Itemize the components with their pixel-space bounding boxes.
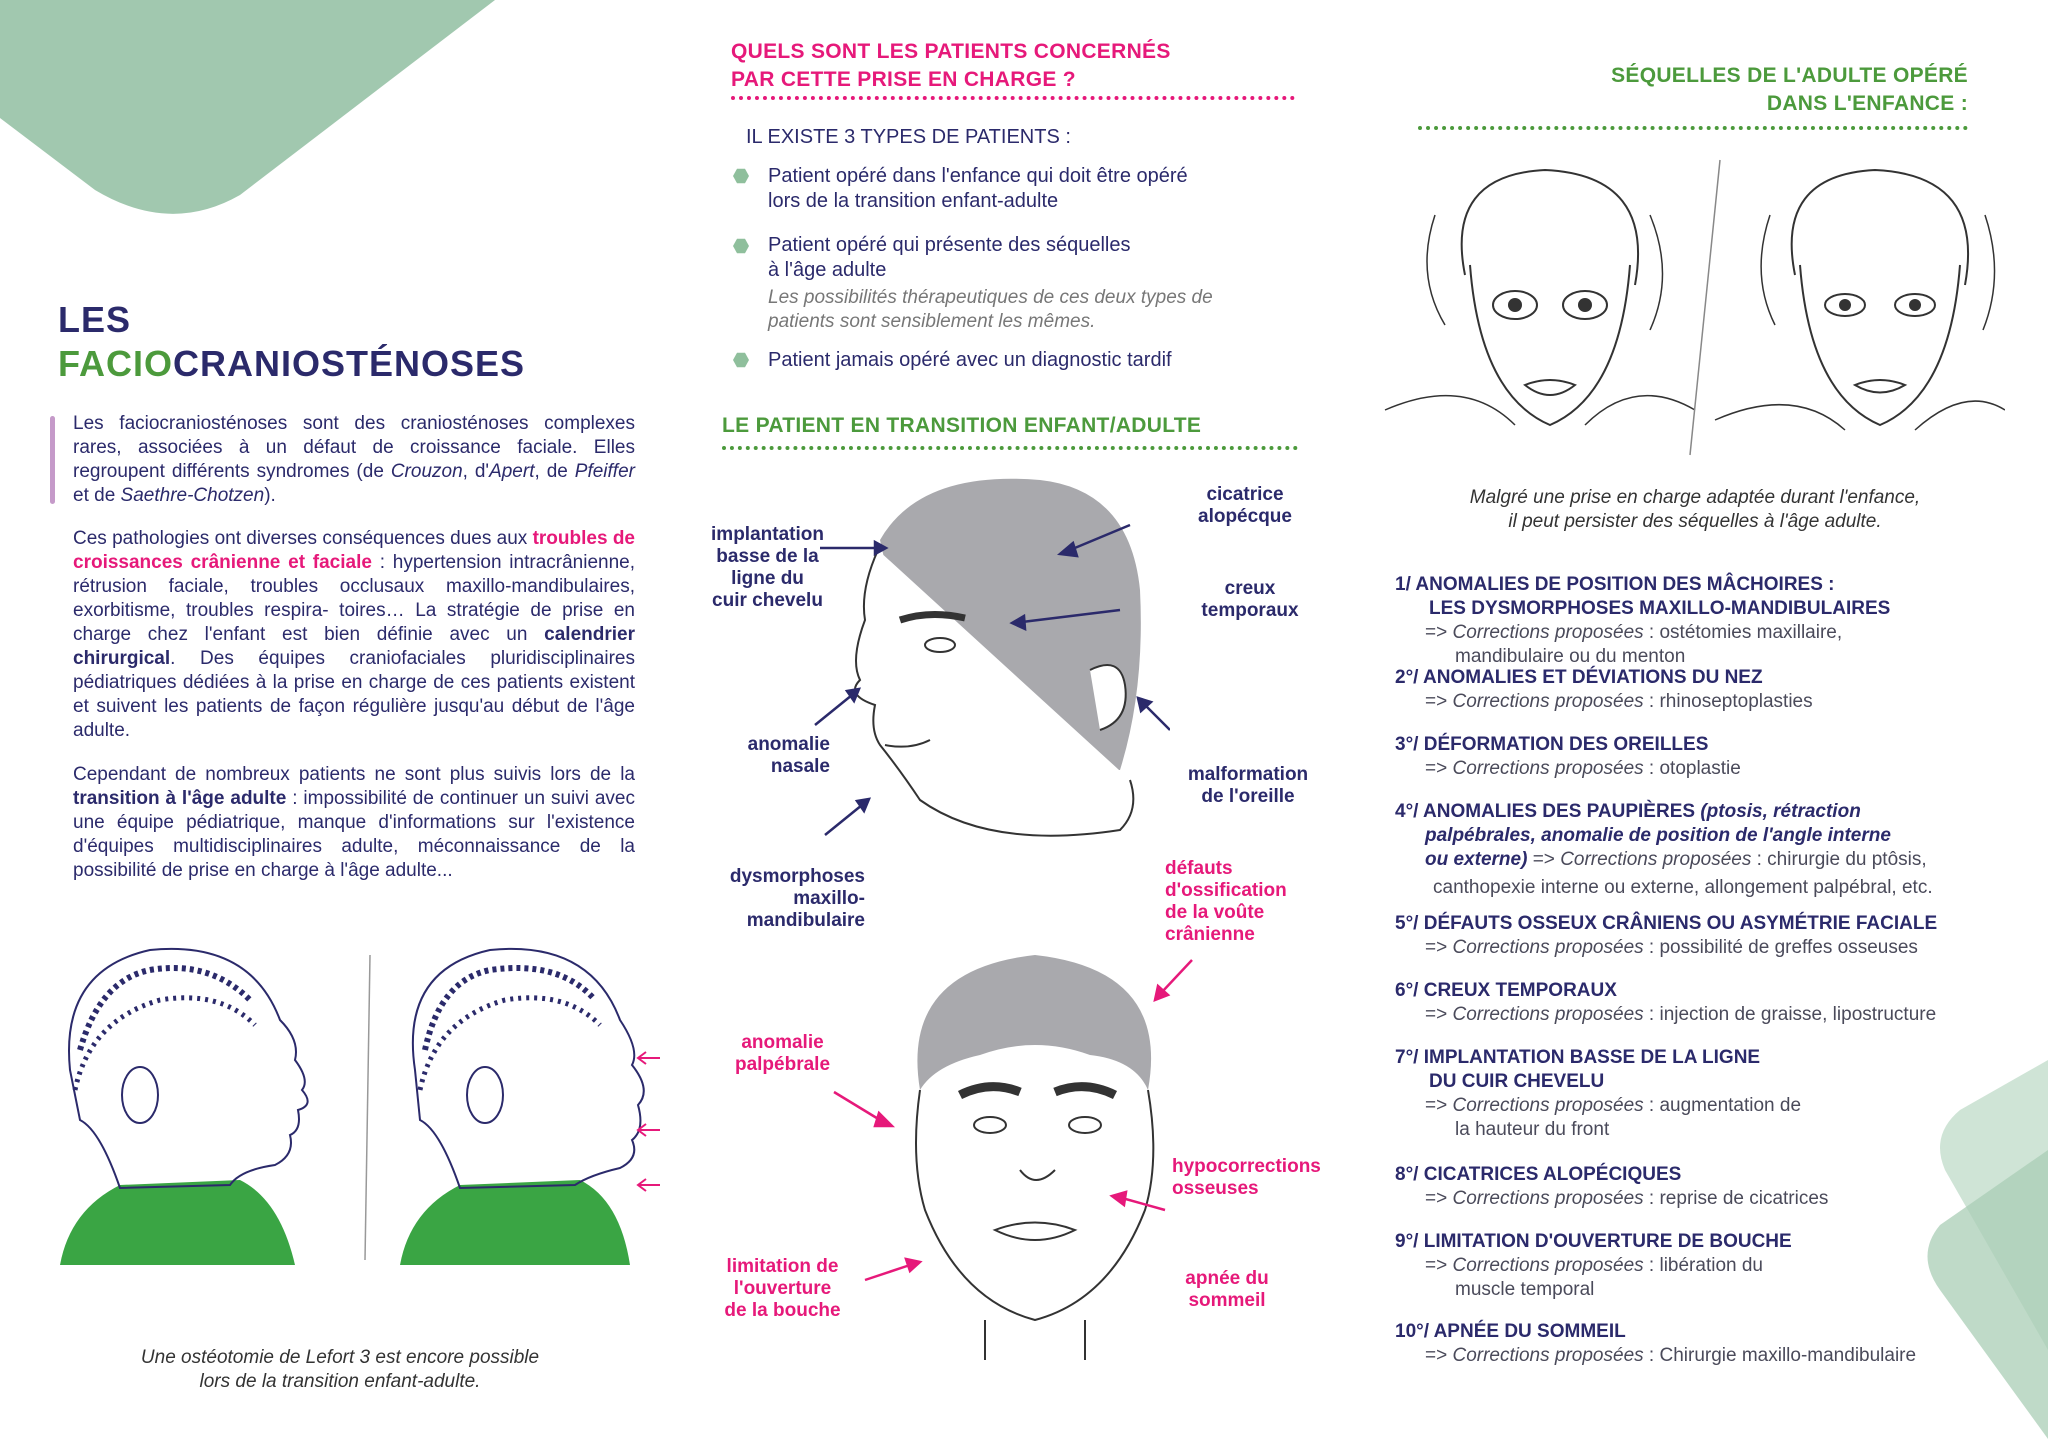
lefort-caption: Une ostéotomie de Lefort 3 est encore possible lors de la transition enfant-adulte. — [140, 1347, 540, 1392]
transition-heading-underline — [722, 446, 1298, 450]
sequela-item: 6°/ CREUX TEMPORAUX => Corrections proposées : injection de graisse, lipostructure — [1395, 980, 1937, 1025]
sequela-item: 4°/ ANOMALIES DES PAUPIÈRES (ptosis, rétraction palpébrales, anomalie de position de l'angle interne ou externe) => Corrections proposées : chirurgie du ptôsis, canthopexie interne ou externe, allongement palpébral, etc. — [1395, 801, 1933, 898]
label-cicatrice: cicatrice alopécque — [1198, 484, 1292, 527]
label-apnee: apnée du sommeil — [1185, 1268, 1269, 1311]
label-palpebrale: anomalie palpébrale — [734, 1032, 831, 1075]
sequela-item: 2°/ ANOMALIES ET DÉVIATIONS DU NEZ => Corrections proposées : rhinoseptoplasties — [1395, 667, 1813, 712]
label-oreille: malformation de l'oreille — [1187, 764, 1309, 807]
intro-paragraph: Les faciocraniosténoses sont des craniosténoses complexes rares, associées à un défaut de croissance faciale. Elles regroupent différents syndromes (de Crouzon, d'Apert, de Pfeiffer et de Saethre-Chotzen). — [73, 413, 635, 506]
top-left-decoration — [0, 0, 500, 220]
label-bouche: limitation de l'ouverture de la bouche — [724, 1256, 841, 1321]
patient-type-2: Patient opéré qui présente des séquelles à l'âge adulte — [768, 234, 1131, 281]
lefort-profiles-illustration — [40, 930, 660, 1320]
patients-subheading: IL EXISTE 3 TYPES DE PATIENTS : — [746, 126, 1071, 148]
consequences-paragraph: Ces pathologies ont diverses conséquences dues aux troubles de croissances crânienne et faciale : hypertension intracrânienne, rétrusion faciale, troubles occlusaux maxillo-mandibulaires, exorbitisme, troubles respira- toires… La stratégie de prise en charge chez l'enfant est bien définie avec un calendrier chirurgical. Des équipes craniofaciales pluridisciplinaires pédiatriques dédiées à la prise en charge de ces patients existent et suivent les patients de façon régulière jusqu'au début de l'âge adulte. — [73, 528, 635, 741]
patients-heading: QUELS SONT LES PATIENTS CONCERNÉS PAR CETTE PRISE EN CHARGE ? — [731, 40, 1171, 91]
sequela-item: 10°/ APNÉE DU SOMMEIL => Corrections proposées : Chirurgie maxillo-mandibulaire — [1395, 1321, 1917, 1366]
front-arrows — [800, 940, 1220, 1340]
label-hypocorrections: hypocorrections osseuses — [1172, 1156, 1321, 1199]
patients-heading-underline — [731, 96, 1295, 100]
title-line1: LES — [58, 299, 132, 340]
sequelae-heading: SÉQUELLES DE L'ADULTE OPÉRÉ DANS L'ENFANCE : — [1611, 64, 1968, 115]
hexagon-bullet-icon — [733, 238, 749, 254]
page-title — [58, 298, 525, 386]
adult-faces-illustration — [1375, 155, 2005, 475]
transition-heading: LE PATIENT EN TRANSITION ENFANT/ADULTE — [722, 414, 1202, 437]
label-dysmorphoses: dysmorphoses maxillo- mandibulaire — [729, 866, 865, 931]
sequela-item: 7°/ IMPLANTATION BASSE DE LA LIGNE DU CUIR CHEVELU => Corrections proposées : augmentation de la hauteur du front — [1395, 1047, 1802, 1140]
sequela-item: 3°/ DÉFORMATION DES OREILLES => Corrections proposées : otoplastie — [1395, 734, 1741, 779]
sequelae-caption: Malgré une prise en charge adaptée durant l'enfance, il peut persister des séquelles à l'âge adulte. — [1469, 487, 1921, 532]
patient-type-3: Patient jamais opéré avec un diagnostic tardif — [768, 349, 1172, 371]
profile-arrows — [790, 470, 1170, 870]
quote-bar — [50, 416, 55, 504]
title-accent: FACIO — [58, 343, 174, 384]
hexagon-bullet-icon — [733, 352, 749, 368]
label-creux: creux temporaux — [1201, 578, 1299, 621]
sequela-item: 8°/ CICATRICES ALOPÉCIQUES => Corrections proposées : reprise de cicatrices — [1395, 1164, 1829, 1209]
sequelae-heading-underline — [1418, 126, 1968, 130]
label-ossification: défauts d'ossification de la voûte crânienne — [1165, 858, 1287, 945]
sequela-item: 9°/ LIMITATION D'OUVERTURE DE BOUCHE => Corrections proposées : libération du muscle temporal — [1395, 1231, 1792, 1300]
sequela-item: 5°/ DÉFAUTS OSSEUX CRÂNIENS OU ASYMÉTRIE FACIALE => Corrections proposées : possibilité de greffes osseuses — [1395, 913, 1938, 958]
sequela-item: 1/ ANOMALIES DE POSITION DES MÂCHOIRES : LES DYSMORPHOSES MAXILLO-MANDIBULAIRES => Corrections proposées : ostétomies maxillaire, mandibulaire ou du menton — [1395, 574, 1891, 667]
patients-note: Les possibilités thérapeutiques de ces deux types de patients sont sensiblement les mêmes. — [768, 287, 1213, 332]
title-rest: CRANIOSTÉNOSES — [173, 343, 526, 384]
patient-type-1: Patient opéré dans l'enfance qui doit être opéré lors de la transition enfant-adulte — [768, 165, 1188, 212]
label-nasale: anomalie nasale — [747, 734, 830, 777]
transition-paragraph: Cependant de nombreux patients ne sont plus suivis lors de la transition à l'âge adulte : impossibilité de continuer un suivi avec une équipe pédiatrique, manque d'informations sur l'existence d'équipes multidisciplinaires adulte, méconnaissance de la possibilité de prise en charge à l'âge adulte... — [73, 764, 635, 881]
sequelae-list — [1395, 573, 1995, 1370]
label-implantation: implantation basse de la ligne du cuir chevelu — [711, 524, 824, 611]
hexagon-bullet-icon — [733, 168, 749, 184]
